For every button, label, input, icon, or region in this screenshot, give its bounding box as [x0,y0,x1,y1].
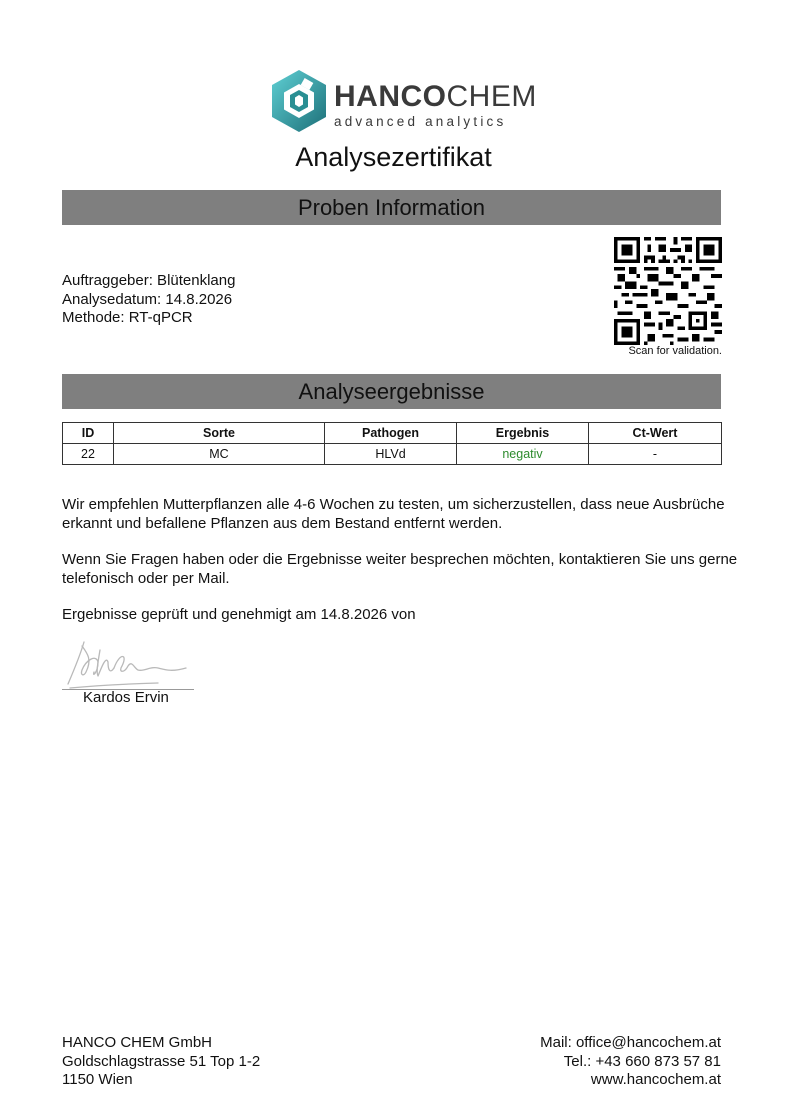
column-header-ct-wert: Ct-Wert [589,423,722,444]
logo-tagline: advanced analytics [334,114,507,129]
handwritten-signature [62,632,196,690]
recommendation-paragraph: Wir empfehlen Mutterpflanzen alle 4-6 Wochen zu testen, um sicherzustellen, dass neue Ausbrüche erkannt und befallene Pflanzen aus dem Bestand entfernt werden. [62,496,725,532]
logo-wordmark: HANCOCHEM [334,80,537,113]
results-heading: Analyseergebnisse [62,374,721,409]
hexagon-logo-icon [268,68,330,134]
cell-id: 22 [63,444,114,465]
cell-ct-wert: - [589,444,722,465]
sample-info-heading: Proben Information [62,190,721,225]
table-row [63,444,722,465]
column-header-ergebnis: Ergebnis [457,423,589,444]
footer-website[interactable]: www.hancochem.at [590,1071,721,1088]
column-header-sorte: Sorte [114,423,325,444]
footer-company: HANCO CHEM GmbH [62,1034,213,1051]
sample-info-block [62,272,235,328]
results-table [62,422,722,465]
certificate-title: Analysezertifikat [295,142,492,172]
footer-city: 1150 Wien [62,1071,133,1088]
hancochem-logo [268,68,537,134]
cell-pathogen: HLVd [325,444,457,465]
method-line: Methode: RT-qPCR [62,309,193,326]
footer-street: Goldschlagstrasse 51 Top 1-2 [62,1052,261,1070]
qr-caption: Scan for validation. [628,345,722,357]
footer-address [62,1034,260,1090]
qr-code-icon[interactable] [614,237,722,345]
cell-sorte: MC [114,444,325,465]
column-header-id: ID [63,423,114,444]
footer-phone[interactable]: Tel.: +43 660 873 57 81 [563,1052,721,1070]
contact-paragraph: Wenn Sie Fragen haben oder die Ergebnisse weiter besprechen möchten, kontaktieren Sie uns gerne telefonisch oder per Mail. [62,551,738,587]
column-header-pathogen: Pathogen [325,423,457,444]
signer-name: Kardos Ervin [83,689,169,706]
table-header-row [63,423,722,444]
analysis-date-line: Analysedatum: 14.8.2026 [62,290,233,308]
approval-paragraph: Ergebnisse geprüft und genehmigt am 14.8.2026 von [62,606,416,623]
footer-mail[interactable]: Mail: office@hancochem.at [540,1034,721,1051]
client-line: Auftraggeber: Blütenklang [62,272,236,289]
cell-ergebnis: negativ [457,444,589,465]
footer-contact [540,1034,721,1090]
